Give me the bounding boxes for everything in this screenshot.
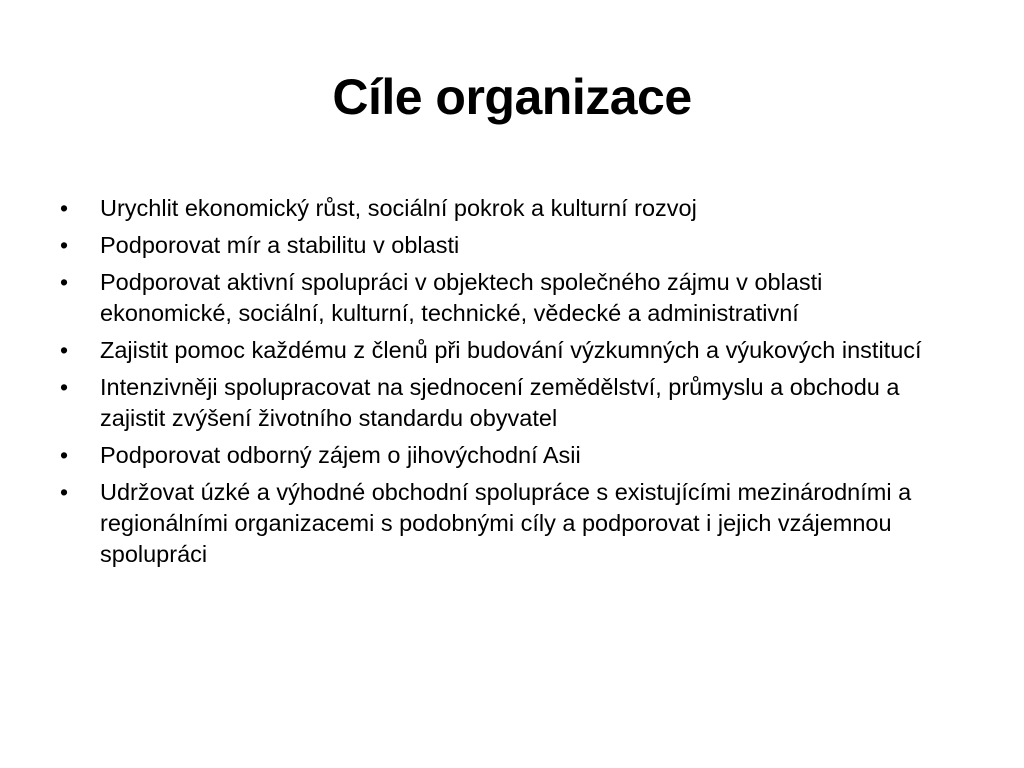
bullet-item: • Intenzivněji spolupracovat na sjednocení zemědělství, průmyslu a obchodu a zajistit zvýšení životního standardu obyvatel: [60, 372, 960, 434]
slide-title: Cíle organizace: [332, 69, 692, 125]
bullet-item: • Zajistit pomoc každému z členů při budování výzkumných a výukových institucí: [60, 335, 960, 366]
bullet-item: • Podporovat aktivní spolupráci v objektech společného zájmu v oblasti ekonomické, sociální, kulturní, technické, vědecké a administrativní: [60, 267, 960, 329]
bullet-item: • Udržovat úzké a výhodné obchodní spolupráce s existujícími mezinárodními a regionálními organizacemi s podobnými cíly a podporovat i jejich vzájemnou spolupráci: [60, 477, 960, 570]
bullet-item: • Podporovat odborný zájem o jihovýchodní Asii: [60, 440, 960, 471]
bullet-item: • Podporovat mír a stabilitu v oblasti: [60, 230, 960, 261]
bullet-item: • Urychlit ekonomický růst, sociální pokrok a kulturní rozvoj: [60, 193, 960, 224]
bullet-list: [60, 193, 960, 576]
